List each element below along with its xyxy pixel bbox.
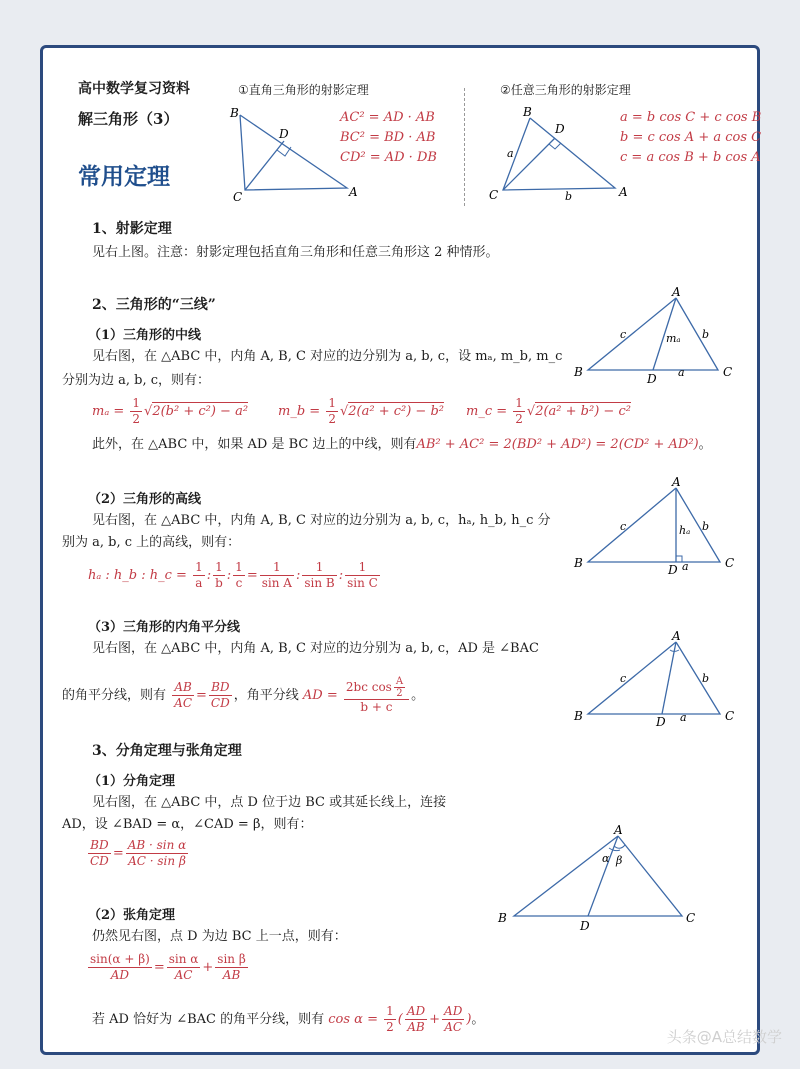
bisector-fig-side-a: a xyxy=(680,711,687,724)
section-1-heading: 1、射影定理 xyxy=(92,221,172,237)
altitude-fig-c: C xyxy=(725,556,735,570)
angle-theorem-figure xyxy=(494,822,704,934)
fig1-label-b: B xyxy=(230,106,239,120)
median-text-2: 分别为边 a, b, c，则有： xyxy=(62,373,211,388)
bisector-fig-b: B xyxy=(574,709,583,723)
figure-divider xyxy=(464,88,465,206)
open-formula: $\frac{\sin(\alpha + \beta)}{AD}$ = $\frac{\text{sin α}}{AC}$ + $\frac{\text{sin β}}{AB}$ xyxy=(90,952,246,982)
divide-text-2: AD，设 ∠BAD = α，∠CAD = β，则有： xyxy=(62,817,313,832)
bisector-text-1: 见右图，在 △ABC 中，内角 A, B, C 对应的边分别为 a, b, c，AD 是 ∠BAC xyxy=(92,641,539,656)
bisector-fig-c: C xyxy=(725,709,735,723)
median-text-1: 见右图，在 △ABC 中，内角 A, B, C 对应的边分别为 a, b, c，设 mₐ, m_b, m_c xyxy=(92,349,563,364)
fig2-label-a: A xyxy=(619,185,628,199)
altitude-fig-ha: hₐ xyxy=(679,524,691,537)
page-title: 常用定理 xyxy=(78,164,170,190)
median-fig-side-b: b xyxy=(702,328,710,341)
altitude-figure xyxy=(570,472,740,578)
section-3-heading: 3、分角定理与张角定理 xyxy=(92,743,242,759)
divide-formula: $\frac{BD}{CD}$ = $\frac{\text{AB · sin α}}{\text{AC · sin β}}$ xyxy=(90,838,187,868)
altitude-fig-side-b: b xyxy=(702,520,710,533)
bisector-fig-a: A xyxy=(672,629,681,643)
angle-fig-b: B xyxy=(498,911,507,925)
median-fig-c: C xyxy=(723,365,733,379)
open-heading: （2）张角定理 xyxy=(88,908,176,923)
angle-fig-d: D xyxy=(580,919,590,933)
section-1-text: 见右上图。注意：射影定理包括直角三角形和任意三角形这 2 种情形。 xyxy=(92,245,499,260)
bisector-figure xyxy=(570,626,740,730)
section-2-heading: 2、三角形的“三线” xyxy=(92,297,216,313)
median-fig-ma: mₐ xyxy=(666,332,681,345)
altitude-heading: （2）三角形的高线 xyxy=(88,492,202,507)
angle-fig-c: C xyxy=(686,911,696,925)
fig2-side-b: b xyxy=(565,190,573,203)
fig2-formula-2: b = c cos A + a cos C xyxy=(620,130,762,145)
angle-fig-alpha: α xyxy=(602,852,610,865)
median-heading: （1）三角形的中线 xyxy=(88,328,202,343)
fig1-formula-1: AC² = AD · AB xyxy=(340,110,435,125)
divide-text-1: 见右图，在 △ABC 中，点 D 位于边 BC 或其延长线上，连接 xyxy=(92,795,447,810)
fig1-formula-3: CD² = AD · DB xyxy=(340,150,437,165)
fig2-side-a: a xyxy=(507,147,514,160)
fig2-caption: ②任意三角形的射影定理 xyxy=(500,83,631,97)
open-text-1: 仍然见右图，点 D 为边 BC 上一点，则有： xyxy=(92,929,347,944)
altitude-text-1: 见右图，在 △ABC 中，内角 A, B, C 对应的边分别为 a, b, c，hₐ, h_b, h_c 分 xyxy=(92,513,551,528)
series-title: 高中数学复习资料 xyxy=(78,81,190,97)
median-fig-a: A xyxy=(672,285,681,299)
fig2-label-d: D xyxy=(555,122,565,136)
altitude-fig-d: D xyxy=(668,563,678,577)
angle-fig-a: A xyxy=(614,823,623,837)
fig2-label-c: C xyxy=(489,188,499,202)
altitude-fig-side-a: a xyxy=(682,560,689,573)
watermark: 头条@A总结数学 xyxy=(666,1028,782,1046)
median-formula-ma: mₐ = $\frac{1}{2}$ √2(b² + c²) − a² xyxy=(92,396,249,426)
median-fig-b: B xyxy=(574,365,583,379)
median-formula-mc: m_c = $\frac{1}{2}$ √2(a² + b²) − c² xyxy=(466,396,631,426)
altitude-fig-side-c: c xyxy=(620,520,627,533)
fig1-caption: ①直角三角形的射影定理 xyxy=(238,83,369,97)
fig2-label-b: B xyxy=(523,105,532,119)
altitude-fig-a: A xyxy=(672,475,681,489)
median-formula-mb: m_b = $\frac{1}{2}$ √2(a² + c²) − b² xyxy=(278,396,444,426)
fig2-formula-1: a = b cos C + c cos B xyxy=(620,110,762,125)
fig2-formula-3: c = a cos B + b cos A xyxy=(620,150,761,165)
fig1-label-a: A xyxy=(349,185,358,199)
angle-fig-beta: β xyxy=(616,854,623,867)
divide-heading: （1）分角定理 xyxy=(88,774,176,789)
open-last-line: 若 AD 恰好为 ∠BAC 的角平分线，则有 cos α = $\frac{1}{2}$ ( $\frac{AD}{AB}$ + $\frac{AD}{AC}$ )。 xyxy=(92,1004,485,1034)
median-fig-d: D xyxy=(647,372,657,384)
bisector-heading: （3）三角形的内角平分线 xyxy=(88,620,241,635)
median-fig-side-a: a xyxy=(678,366,685,379)
fig1-formula-2: BC² = BD · AB xyxy=(340,130,436,145)
altitude-text-2: 别为 a, b, c 上的高线，则有： xyxy=(62,535,241,550)
altitude-formula: hₐ : h_b : h_c = $\frac{1}{a}$ : $\frac{1}{b}$ : $\frac{1}{c}$ = $\frac{1}{\text{sin A}}$ : $\frac{1}{\text{sin B}}$ : $\frac{1}{\text{sin C}}$ xyxy=(88,560,378,590)
altitude-fig-b: B xyxy=(574,556,583,570)
fig2-general-triangle xyxy=(485,100,635,206)
bisector-fig-side-b: b xyxy=(702,672,710,685)
page-subtitle: 解三角形（3） xyxy=(78,110,179,128)
fig1-label-c: C xyxy=(233,190,243,204)
median-extra: 此外，在 △ABC 中，如果 AD 是 BC 边上的中线，则有AB² + AC² = 2(BD² + AD²) = 2(CD² + AD²)。 xyxy=(92,437,712,452)
median-figure xyxy=(570,284,740,384)
bisector-text-2: 的角平分线，则有 $\frac{AB}{AC}$ = $\frac{BD}{CD}$ ，角平分线 AD = 2bc cos $\frac{A}{2}$ b + c 。 xyxy=(62,676,425,714)
bisector-fig-d: D xyxy=(656,715,666,729)
bisector-fig-side-c: c xyxy=(620,672,627,685)
median-fig-side-c: c xyxy=(620,328,627,341)
fig1-label-d: D xyxy=(279,127,289,141)
